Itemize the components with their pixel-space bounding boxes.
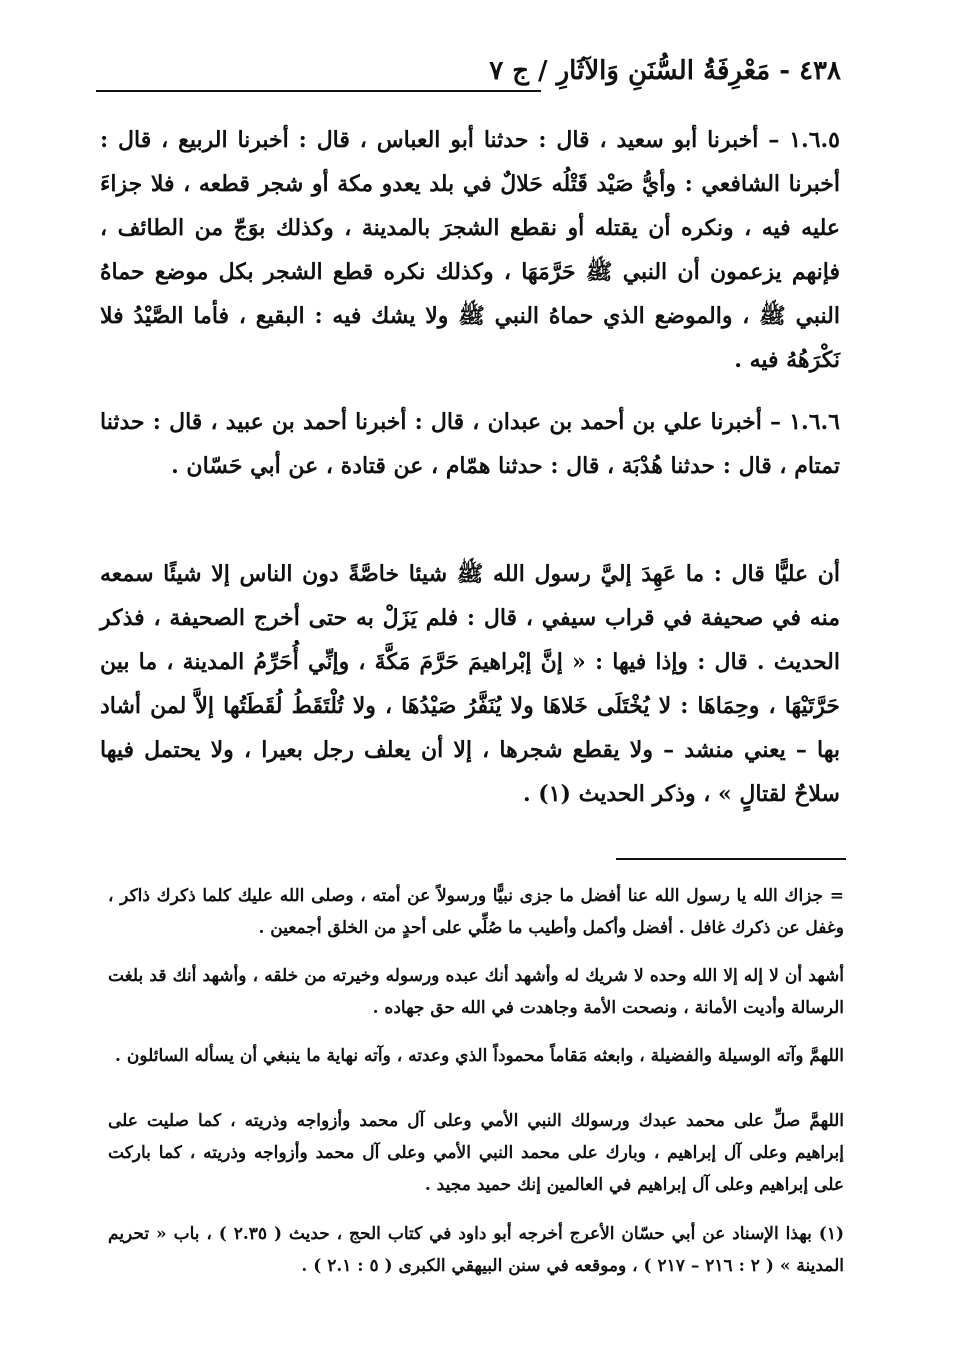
footnote-text: أشهد أن لا إله إلا الله وحده لا شريك له وأشهد أنك عبده ورسوله وخيرته من خلقه ، وأشهد أنك قد بلغت الرسالة وأديت الأمانة ، ونصحت الأمة وجاهدت في الله حق جهاده .	[108, 966, 844, 1018]
hadith-paragraph-2	[100, 400, 840, 488]
hadith-paragraph-1	[100, 118, 840, 382]
footnote-text: اللهمَّ صلِّ على محمد عبدك ورسولك النبي الأمي وعلى آل محمد وأزواجه وذريته ، كما صليت على إبراهيم وعلى آل إبراهيم ، وبارك على محمد النبي الأمي وعلى آل محمد وأزواجه وذريته ، كما باركت على إبراهيم وعلى آل إبراهيم في العالمين إنك حميد مجيد .	[108, 1111, 844, 1195]
footnote-salawat	[108, 1105, 844, 1201]
footnote-text: اللهمَّ وآته الوسيلة والفضيلة ، وابعثه مَقاماً محموداً الذي وعدته ، وآته نهاية ما ينبغي أن يسأله السائلون .	[115, 1046, 844, 1066]
footnote-separator	[616, 858, 846, 860]
footnote-dua	[108, 1040, 844, 1072]
footnote-1	[108, 1218, 844, 1282]
paragraph-text: ١.٦.٥ – أخبرنا أبو سعيد ، قال : حدثنا أبو العباس ، قال : أخبرنا الربيع ، قال : أخبرنا الشافعي : وأيُّ صَيْد قَتْلُه حَلالٌ في بلد يعدو مكة أو شجر قطعه ، فلا جزاءَ عليه فيه ، ونكره أن يقتله أو نقطع الشجرَ بالمدينة ، وكذلك بوَجّ من الطائف ، فإنهم يزعمون أن النبي ﷺ حَرَّمَهَا ، وكذلك نكره قطع الشجر بكل موضع حماهُ النبي ﷺ ، والموضع الذي حماهُ النبي ﷺ ولا يشك فيه : البقيع ، فأما الصَّيْدُ فلا نَكْرَهُهُ فيه .	[100, 127, 840, 373]
footnote-text: = جزاك الله يا رسول الله عنا أفضل ما جزى نبيًّا ورسولاً عن أمته ، وصلى الله عليك كلما ذكرك ذاكر ، وغفل عن ذكرك غافل . أفضل وأكمل وأطيب ما صُلِّي على أحدٍ من الخلق أجمعين .	[108, 886, 844, 938]
page-header	[96, 56, 841, 96]
footnote-continuation	[108, 880, 844, 944]
paragraph-text: ١.٦.٦ – أخبرنا علي بن أحمد بن عبدان ، قال : أخبرنا أحمد بن عبيد ، قال : حدثنا تمتام ، قال : حدثنا هُدْبَة ، قال : حدثنا همّام ، عن قتادة ، عن أبي حَسّان .	[100, 409, 840, 479]
running-head: ٤٣٨ - مَعْرِفَةُ السُّنَنِ وَالآثَارِ / ج ٧	[489, 56, 841, 86]
footnote-shahada	[108, 960, 844, 1024]
paragraph-text: أن عليًّا قال : ما عَهِدَ إليَّ رسول الله ﷺ شيئا خاصَّةً دون الناس إلا شيئًا سمعه منه في صحيفة في قراب سيفي ، قال : فلم يَزَلْ به حتى أخرج الصحيفة ، فذكر الحديث . قال : وإذا فيها : « إنَّ إبْراهيمَ حَرَّمَ مَكَّةَ ، وإنِّي أُحَرِّمُ المدينة ، ما بين حَرَّتَيْهَا ، وحِمَاهَا : لا يُخْتَلَى خَلاهَا ولا يُنَفَّرُ صَيْدُهَا ، ولا تُلْتَقَطُ لُقَطَتُها إلاَّ لمن أشاد بها – يعني منشد – ولا يقطع شجرها ، إلا أن يعلف رجل بعيرا ، ولا يحتمل فيها سلاحٌ لقتالٍ » ، وذكر الحديث (١) .	[100, 561, 840, 807]
footnote-text: (١) بهذا الإسناد عن أبي حسّان الأعرج أخرجه أبو داود في كتاب الحج ، حديث ( ٢.٣٥ ) ، باب « تحريم المدينة » ( ٢ : ٢١٦ – ٢١٧ ) ، وموقعه في سنن البيهقي الكبرى ( ٥ : ٢.١ ) .	[108, 1224, 844, 1276]
hadith-paragraph-3	[100, 552, 840, 816]
